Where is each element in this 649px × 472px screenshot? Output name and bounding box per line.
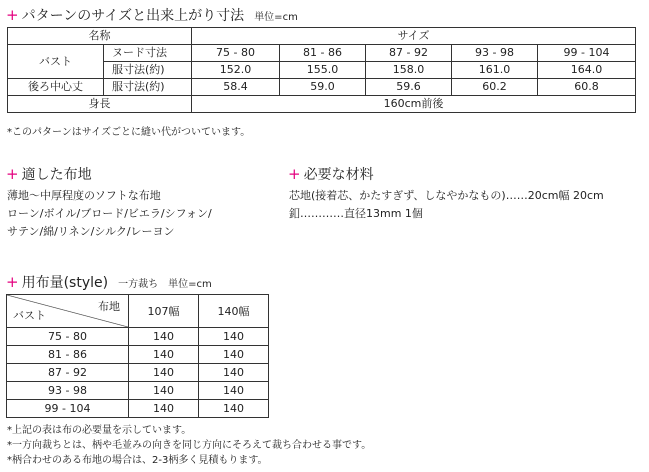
size-cell: 81 - 86: [280, 45, 366, 62]
table-row: [8, 28, 636, 45]
height-label: 身長: [8, 96, 192, 113]
row-v1: 140: [129, 328, 199, 346]
materials-section-title-text: 必要な材料: [303, 167, 374, 183]
size-cell: 75 - 80: [192, 45, 280, 62]
yardage-sub: 一方裁ち: [118, 279, 159, 290]
name-header: 名称: [8, 28, 192, 45]
size-unit: 単位=cm: [254, 12, 298, 23]
yardage-section-title: [6, 272, 212, 292]
yardage-notes: [7, 423, 371, 468]
height-value: 160cm前後: [192, 96, 636, 113]
garment-cell: 158.0: [366, 62, 452, 79]
size-section-title: [6, 5, 298, 25]
fabric-list: [7, 187, 212, 241]
fabric-section-title-text: 適した布地: [21, 167, 92, 183]
garment-cell: 161.0: [452, 62, 538, 79]
table-row: [7, 400, 269, 418]
table-row: [8, 45, 636, 62]
yardage-table: [6, 294, 269, 418]
material-line: 芯地(接着芯、かたすぎず、しなやかなもの)……20cm幅 20cm: [289, 189, 604, 202]
nude-label: ヌード寸法: [104, 45, 192, 62]
header-140: 140幅: [199, 295, 269, 328]
plus-icon: +: [6, 273, 19, 291]
row-v2: 140: [199, 364, 269, 382]
garment-cell: 152.0: [192, 62, 280, 79]
back-cell: 58.4: [192, 79, 280, 96]
row-v2: 140: [199, 328, 269, 346]
fabric-line: サテン/綿/リネン/シルク/レーヨン: [7, 225, 175, 238]
row-v2: 140: [199, 400, 269, 418]
row-v1: 140: [129, 364, 199, 382]
diagonal-header-cell: [7, 295, 129, 328]
size-cell: 93 - 98: [452, 45, 538, 62]
header-107: 107幅: [129, 295, 199, 328]
size-cell: 99 - 104: [538, 45, 636, 62]
plus-icon: +: [6, 165, 19, 183]
materials-section-title: [288, 164, 374, 184]
garment-cell: 164.0: [538, 62, 636, 79]
table-row: [7, 382, 269, 400]
plus-icon: +: [6, 6, 19, 24]
back-garment-label: 服寸法(約): [104, 79, 192, 96]
back-cell: 59.0: [280, 79, 366, 96]
row-size: 87 - 92: [7, 364, 129, 382]
row-size: 81 - 86: [7, 346, 129, 364]
row-v1: 140: [129, 346, 199, 364]
back-cell: 59.6: [366, 79, 452, 96]
material-line: 釦…………直径13mm 1個: [289, 207, 423, 220]
size-table: [7, 27, 636, 113]
plus-icon: +: [288, 165, 301, 183]
materials-list: [289, 187, 604, 223]
fabric-section-title: [6, 164, 92, 184]
row-v2: 140: [199, 382, 269, 400]
table-row: [7, 295, 269, 328]
seam-note: *このパターンはサイズごとに縫い代がついています。: [7, 127, 251, 138]
table-row: [7, 346, 269, 364]
table-row: [8, 96, 636, 113]
yardage-section-title-text: 用布量(style): [21, 275, 109, 291]
table-row: [8, 79, 636, 96]
yardage-note: *柄合わせのある布地の場合は、2-3柄多く見積もります。: [7, 455, 268, 466]
row-v1: 140: [129, 400, 199, 418]
back-cell: 60.8: [538, 79, 636, 96]
header-bust: バスト: [13, 309, 46, 322]
row-v2: 140: [199, 346, 269, 364]
bust-label: バスト: [8, 45, 104, 79]
size-header: サイズ: [192, 28, 636, 45]
row-size: 93 - 98: [7, 382, 129, 400]
garment-label: 服寸法(約): [104, 62, 192, 79]
size-cell: 87 - 92: [366, 45, 452, 62]
fabric-line: ローン/ボイル/ブロード/ビエラ/シフォン/: [7, 207, 212, 220]
fabric-line: 薄地～中厚程度のソフトな布地: [7, 189, 161, 202]
table-row: [7, 328, 269, 346]
row-size: 99 - 104: [7, 400, 129, 418]
size-section-title-text: パターンのサイズと出来上がり寸法: [21, 8, 245, 24]
back-cell: 60.2: [452, 79, 538, 96]
yardage-note: *一方向裁ちとは、柄や毛並みの向きを同じ方向にそろえて裁ち合わせる事です。: [7, 440, 372, 451]
row-size: 75 - 80: [7, 328, 129, 346]
header-fabric: 布地: [98, 300, 120, 313]
garment-cell: 155.0: [280, 62, 366, 79]
row-v1: 140: [129, 382, 199, 400]
back-length-label: 後ろ中心丈: [8, 79, 104, 96]
table-row: [7, 364, 269, 382]
yardage-unit: 単位=cm: [168, 279, 212, 290]
yardage-note: *上記の表は布の必要量を示しています。: [7, 425, 192, 436]
